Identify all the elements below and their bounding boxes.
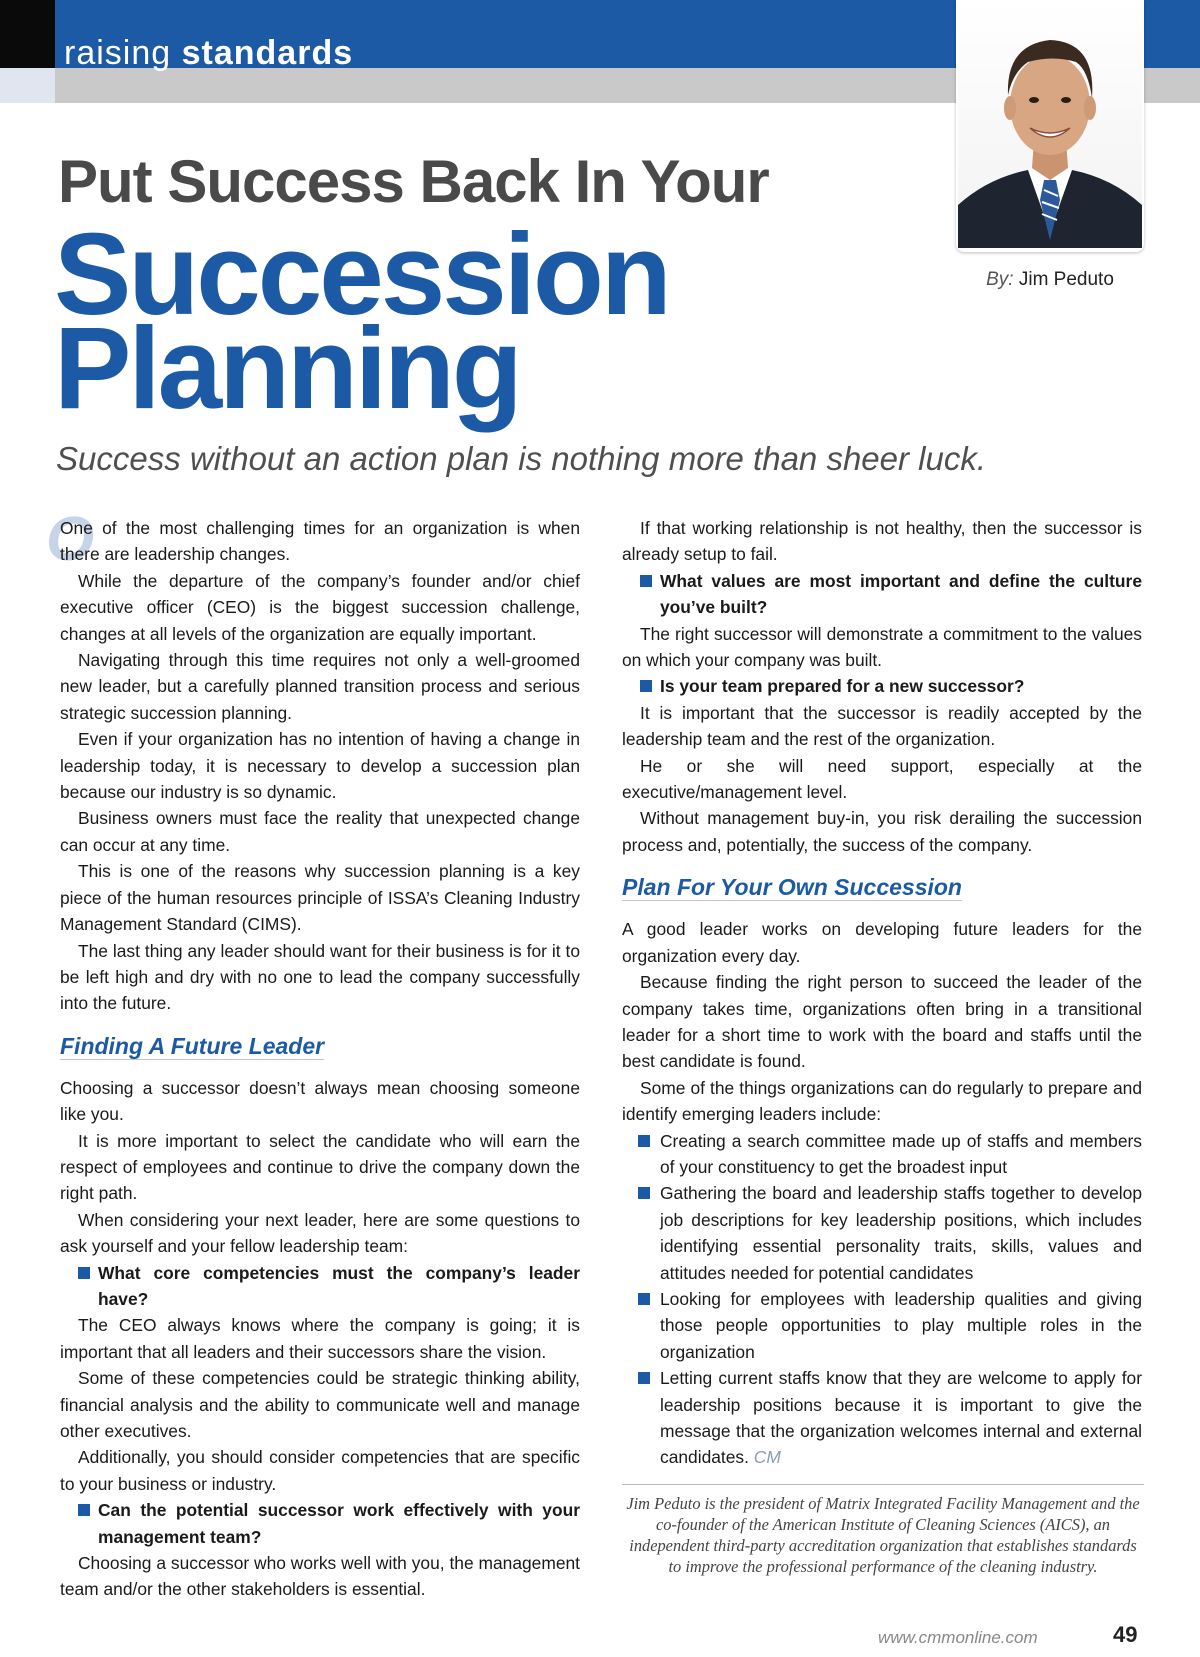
bullet-square-icon xyxy=(640,680,652,692)
section-label-light: raising xyxy=(64,34,172,72)
article-paragraph: Business owners must face the reality that unexpected change can occur at any time. xyxy=(60,808,580,855)
article-paragraph: The last thing any leader should want for their business is for it to be left high and dry with no one to lead the company successfully into the future. xyxy=(60,940,580,1014)
question-heading xyxy=(622,673,1142,699)
article-paragraph: The right successor will demonstrate a commitment to the values on which your company was built. xyxy=(622,623,1142,671)
author-name: Jim Peduto xyxy=(1018,269,1114,290)
dropcap: O xyxy=(46,505,95,574)
article-paragraph: The CEO always knows where the company is going; it is important that all leaders and their successors share the vision. xyxy=(60,1315,580,1362)
article-paragraph: Some of these competencies could be strategic thinking ability, financial analysis and the ability to communicate well and manage other executives. xyxy=(60,1368,580,1441)
bullet-square-icon xyxy=(638,1372,650,1384)
page-number: 49 xyxy=(1113,1622,1138,1647)
article-paragraph: Because finding the right person to succeed the leader of the company takes time, organizations often bring in a transitional leader for a short time to work with the board and staffs until the best candidate is found. xyxy=(622,972,1142,1072)
section-label xyxy=(64,36,353,70)
title-kicker: Put Success Back In Your xyxy=(58,148,769,215)
list-item-text: Looking for employees with leadership qualities and giving those people opportunities to play multiple roles in the organization xyxy=(660,1288,1142,1362)
article-paragraph xyxy=(46,505,580,574)
question-text: What values are most important and define the culture you’ve built? xyxy=(660,570,1142,618)
paragraph-text: One of the most challenging times for an organization is when there are leadership changes. xyxy=(60,518,580,565)
author-portrait-image xyxy=(958,0,1142,248)
article-paragraph: Choosing a successor who works well with you, the management team and/or the other stakeholders is essential. xyxy=(60,1553,580,1600)
question-text: Can the potential successor work effectively with your management team? xyxy=(98,1500,580,1547)
question-heading xyxy=(622,568,1142,621)
list-item-text: Creating a search committee made up of staffs and members of your constituency to get the broadest input xyxy=(660,1130,1142,1177)
left-column xyxy=(46,505,580,1603)
header-corner-tint xyxy=(0,68,55,103)
question-heading xyxy=(60,1260,580,1313)
author-bio: Jim Peduto is the president of Matrix Integrated Facility Management and the co-founder of the American Institute of Cleaning Sciences (AICS), an independent third-party accreditation organization that establishes standards to improve the professional performance of the cleaning industry. xyxy=(622,1484,1144,1577)
list-item-text: Letting current staffs know that they are welcome to apply for leadership positions because it is important to give the message that the organization welcomes internal and external candidates. xyxy=(660,1368,1142,1468)
subhead-own-succession xyxy=(622,872,1142,902)
article-paragraph: Navigating through this time requires not only a well-groomed new leader, but a carefully planned transition process and serious strategic succession planning. xyxy=(60,650,580,723)
subhead-finding-leader xyxy=(60,1031,580,1061)
deck-subtitle: Success without an action plan is nothing more than sheer luck. xyxy=(56,440,987,477)
footer-url: www.cmmonline.com xyxy=(878,1628,1038,1647)
article-paragraph: He or she will need support, especially at the executive/management level. xyxy=(622,755,1142,803)
question-text: Is your team prepared for a new successor? xyxy=(660,676,1025,697)
bullet-square-icon xyxy=(638,1135,650,1147)
article-paragraph: Without management buy-in, you risk derailing the succession process and, potentially, the success of the company. xyxy=(622,808,1142,855)
section-label-bold: standards xyxy=(181,34,354,72)
title-line-1: Succession xyxy=(54,209,669,339)
subhead-text: Plan For Your Own Succession xyxy=(622,874,962,901)
article-paragraph: While the departure of the company’s founder and/or chief executive officer (CEO) is the biggest succession challenge, changes at all levels of the organization are equally important. xyxy=(60,570,580,644)
article-paragraph: This is one of the reasons why succession planning is a key piece of the human resources principle of ISSA’s Cleaning Industry Management Standard (CIMS). xyxy=(60,861,580,935)
bullet-square-icon xyxy=(78,1267,90,1279)
article-paragraph: Additionally, you should consider competencies that are specific to your business or industry. xyxy=(60,1447,580,1494)
article-paragraph: It is important that the successor is readily accepted by the leadership team and the rest of the organization. xyxy=(622,702,1142,750)
byline-label: By: xyxy=(986,269,1014,290)
list-item xyxy=(622,1128,1142,1181)
article-paragraph: Choosing a successor doesn’t always mean choosing someone like you. xyxy=(60,1077,580,1125)
bullet-square-icon xyxy=(638,1293,650,1305)
question-text: What core competencies must the company’s leader have? xyxy=(98,1262,580,1309)
bullet-list xyxy=(622,1128,1142,1471)
article-paragraph: A good leader works on developing future leaders for the organization every day. xyxy=(622,919,1142,966)
bullet-square-icon xyxy=(640,575,652,587)
author-photo xyxy=(956,0,1144,252)
list-item-text: Gathering the board and leadership staffs together to develop job descriptions for key leadership positions, which includes identifying essential personality traits, skills, values and attitudes needed for potential candidates xyxy=(660,1183,1142,1283)
article-paragraph: When considering your next leader, here are some questions to ask yourself and your fellow leadership team: xyxy=(60,1209,580,1257)
subhead-text: Finding A Future Leader xyxy=(60,1032,325,1059)
article-paragraph: Even if your organization has no intention of having a change in leadership today, it is necessary to develop a succession plan because our industry is so dynamic. xyxy=(60,729,580,803)
title-line-2: Planning xyxy=(54,303,520,433)
header-corner-block xyxy=(0,0,55,68)
question-heading xyxy=(60,1497,580,1550)
byline xyxy=(956,269,1144,291)
article-paragraph: If that working relationship is not healthy, then the successor is already setup to fail. xyxy=(622,518,1142,565)
list-item xyxy=(622,1286,1142,1365)
list-item xyxy=(622,1180,1142,1286)
article-paragraph: It is more important to select the candidate who will earn the respect of employees and continue to drive the company down the right path. xyxy=(60,1130,580,1204)
right-column xyxy=(622,515,1142,1471)
article-paragraph: Some of the things organizations can do regularly to prepare and identify emerging leaders include: xyxy=(622,1077,1142,1125)
bullet-square-icon xyxy=(78,1504,90,1516)
list-item xyxy=(622,1365,1142,1471)
end-mark: CM xyxy=(753,1447,781,1468)
bullet-square-icon xyxy=(638,1187,650,1199)
